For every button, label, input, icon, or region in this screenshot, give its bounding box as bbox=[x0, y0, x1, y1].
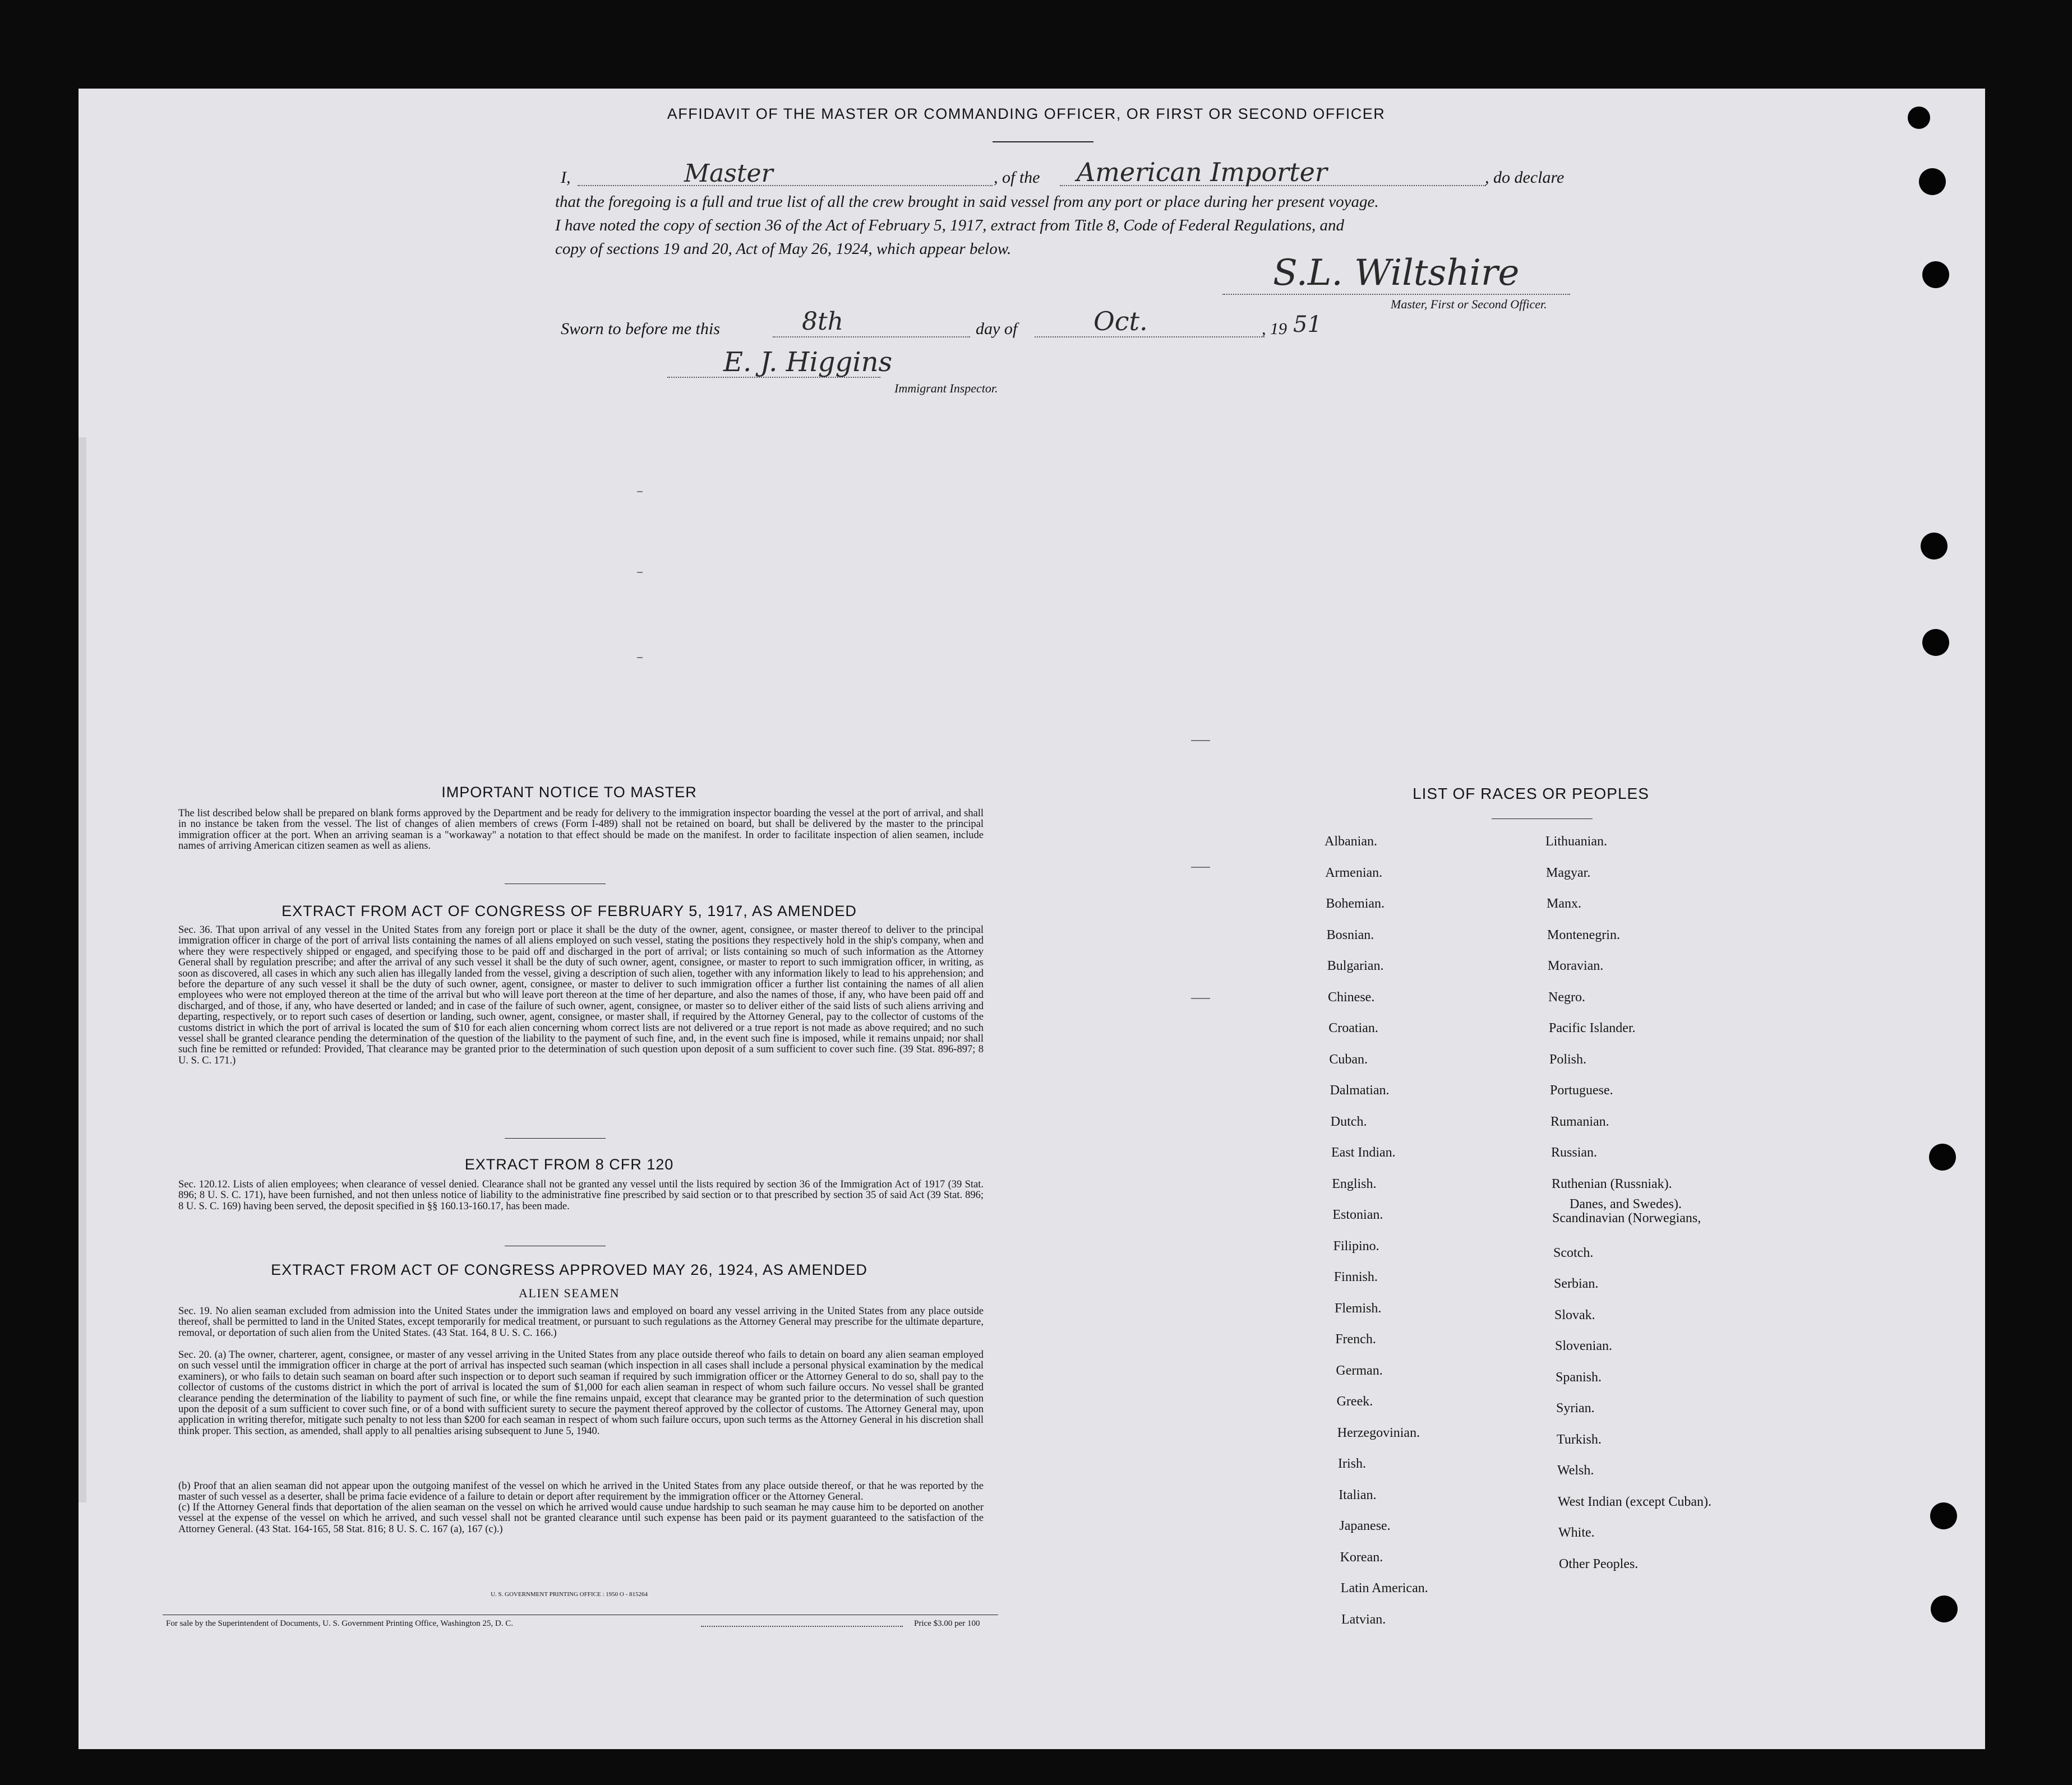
stray-mark bbox=[1191, 867, 1210, 868]
race-item: Slovenian. bbox=[1555, 1339, 1612, 1353]
affidavit-of-the: , of the bbox=[994, 168, 1040, 187]
race-item: French. bbox=[1335, 1332, 1376, 1347]
race-item: West Indian (except Cuban). bbox=[1558, 1494, 1711, 1509]
inspector-caption: Immigrant Inspector. bbox=[894, 381, 998, 395]
title-rule bbox=[993, 141, 1093, 142]
day-handwritten[interactable]: 8th bbox=[802, 307, 844, 336]
extract-cfr-text: Sec. 120.12. Lists of alien employees; when clearance of vessel denied. Clearance shall not be granted any vessel until the lists required by section 36 of the Immigration Act of 1917 (39 Stat. 896; 8 U. S. C. 171), have been furnished, and not then unless notice of liability to the administrative fine prescribed by said section or to that prescribed by section 35 of said Act (39 Stat. 896; 8 U. S. C. 169) having been served, the deposit specified in §§ 160.13-160.17, has been made. bbox=[178, 1179, 984, 1212]
affidavit-title: AFFIDAVIT OF THE MASTER OR COMMANDING OFFICER, OR FIRST OR SECOND OFFICER bbox=[667, 105, 1386, 122]
day-of-label: day of bbox=[976, 320, 1018, 338]
race-item: Bulgarian. bbox=[1327, 959, 1384, 973]
page-edge-shadow bbox=[79, 437, 86, 1502]
punch-hole bbox=[1908, 107, 1930, 129]
punch-hole bbox=[1929, 1144, 1956, 1171]
race-item: Japanese. bbox=[1339, 1519, 1391, 1533]
stray-mark bbox=[1191, 740, 1210, 741]
punch-hole bbox=[1931, 1596, 1958, 1622]
for-sale-note: For sale by the Superintendent of Documents, U. S. Government Printing Office, Washington 25, D. C. bbox=[166, 1619, 513, 1628]
year-handwritten[interactable]: 51 bbox=[1293, 312, 1322, 337]
race-item: Other Peoples. bbox=[1559, 1556, 1639, 1571]
race-item: Portuguese. bbox=[1550, 1083, 1613, 1098]
punch-hole bbox=[1922, 629, 1949, 656]
race-item: Cuban. bbox=[1329, 1052, 1368, 1067]
punch-hole bbox=[1930, 1502, 1957, 1529]
month-handwritten[interactable]: Oct. bbox=[1093, 306, 1148, 336]
race-item: Filipino. bbox=[1333, 1238, 1379, 1254]
race-item: Scotch. bbox=[1553, 1245, 1594, 1260]
race-item: Lithuanian. bbox=[1545, 834, 1607, 849]
race-item: Bosnian. bbox=[1326, 927, 1374, 942]
affidavit-line-4: copy of sections 19 and 20, Act of May 26, 1924, which appear below. bbox=[555, 240, 1012, 258]
race-item: Danes, and Swedes). bbox=[1570, 1196, 1682, 1211]
price-note: Price $3.00 per 100 bbox=[914, 1619, 980, 1628]
races-title: LIST OF RACES OR PEOPLES bbox=[1413, 785, 1649, 802]
race-item: Scandinavian (Norwegians, bbox=[1552, 1211, 1701, 1226]
race-item: Chinese. bbox=[1328, 989, 1375, 1005]
stray-mark bbox=[637, 572, 643, 573]
race-item: Bohemian. bbox=[1326, 896, 1385, 911]
race-item: Herzegovinian. bbox=[1337, 1425, 1420, 1440]
race-item: Croatian. bbox=[1328, 1021, 1378, 1035]
year-prefix: , 19 bbox=[1262, 320, 1287, 338]
extract-1924-subtitle: ALIEN SEAMEN bbox=[519, 1286, 620, 1300]
race-item: Spanish. bbox=[1556, 1370, 1602, 1385]
extract-1917-title: EXTRACT FROM ACT OF CONGRESS OF FEBRUARY 5, 1917, AS AMENDED bbox=[282, 903, 857, 919]
gpo-imprint: U. S. GOVERNMENT PRINTING OFFICE : 1950 O - 815264 bbox=[490, 1591, 648, 1598]
race-item: Polish. bbox=[1549, 1052, 1587, 1067]
affidavit-i: I, bbox=[561, 168, 571, 187]
race-item: East Indian. bbox=[1331, 1145, 1396, 1160]
race-item: Irish. bbox=[1338, 1456, 1366, 1471]
race-item: Slovak. bbox=[1554, 1307, 1595, 1322]
punch-hole bbox=[1922, 261, 1949, 288]
footer-leader bbox=[701, 1626, 903, 1627]
master-signature[interactable]: S.L. Wiltshire bbox=[1273, 252, 1520, 294]
race-item: Italian. bbox=[1339, 1487, 1377, 1502]
race-item: Pacific Islander. bbox=[1549, 1021, 1636, 1035]
race-item: Magyar. bbox=[1546, 865, 1591, 880]
rank-field-line bbox=[578, 185, 993, 186]
race-item: Ruthenian (Russniak). bbox=[1552, 1176, 1672, 1191]
races-rule bbox=[1492, 818, 1593, 819]
race-item: Latvian. bbox=[1341, 1612, 1386, 1627]
inspector-signature[interactable]: E. J. Higgins bbox=[723, 346, 893, 378]
extract-1917-rule bbox=[505, 1138, 606, 1139]
race-item: Korean. bbox=[1340, 1550, 1383, 1565]
race-item: Manx. bbox=[1547, 896, 1581, 911]
master-signature-caption: Master, First or Second Officer. bbox=[1391, 297, 1547, 311]
race-item: Albanian. bbox=[1325, 834, 1377, 849]
day-field-line bbox=[773, 336, 970, 337]
race-item: Turkish. bbox=[1557, 1432, 1602, 1447]
extract-1917-text: Sec. 36. That upon arrival of any vessel in the United States from any foreign port or place it shall be the duty of the owner, agent, consignee, or master thereof to deliver to the principal immigration officer in charge of the port of arrival lists containing the names of all aliens employed on such vessel, stating the positions they respectively hold in the ship's company, when and where they were respectively shipped or engaged, and specifying those to be paid off and discharged in the port of arrival; or lists containing so much of such information as the Attorney General shall by regulation prescribe; and after the arrival of any such vessel it shall be the duty of such owner, agent, consignee, or master to report to such immigration officer, in writing, as soon as discovered, all cases in which any such alien has illegally landed from the vessel, giving a description of such alien, together with any information likely to lead to his apprehension; and before the departure of any such vessel it shall be the duty of such owner, agent, consignee, or master to deliver to such immigration officer a further list containing the names of all alien employees who were not employed thereon at the time of the arrival but who will leave port thereon at the time of her departure, and also the names of those, if any, who have been paid off and discharged, and of those, if any, who have deserted or landed; and in case of the failure of such owner, agent, consignee, or master so to deliver either of the said lists of such aliens arriving and departing, respectively, or to report such cases of desertion or landing, such owner, agent, consignee, or master shall, if required by the Attorney General, pay to the collector of customs of the customs district in which the port of arrival is located the sum of $10 for each alien concerning whom correct lists are not delivered or a true report is not made as above required; and no such vessel shall be granted clearance pending the determination of the question of the liability to the payment of such fine, and, in the event such fine is imposed, while it remains unpaid; nor shall such fine be remitted or refunded: Provided, That clearance may be granted prior to the determination of such question upon deposit of a sum sufficient to cover such fine. (39 Stat. 896-897; 8 U. S. C. 171.) bbox=[178, 924, 984, 1066]
race-item: Latin American. bbox=[1340, 1581, 1428, 1596]
race-item: Serbian. bbox=[1554, 1277, 1599, 1291]
rank-handwritten[interactable]: Master bbox=[684, 159, 773, 188]
race-item: English. bbox=[1332, 1176, 1377, 1191]
vessel-handwritten[interactable]: American Importer bbox=[1077, 157, 1327, 187]
stray-mark bbox=[637, 491, 643, 492]
race-item: Welsh. bbox=[1557, 1463, 1594, 1478]
stray-mark bbox=[637, 657, 643, 658]
stray-mark bbox=[1191, 998, 1210, 999]
race-item: Dutch. bbox=[1330, 1114, 1367, 1129]
extract-1924-sec20b: (b) Proof that an alien seaman did not appear upon the outgoing manifest of the vessel on which he arrived in the United States from any place outside thereof, or that he was reported by the master of such vessel as a deserter, shall be prima facie evidence of a failure to detain or deport after requirement by the immigration officer or the Attorney General. bbox=[178, 1481, 984, 1503]
affidavit-do-declare: , do declare bbox=[1485, 168, 1565, 187]
month-field-line bbox=[1035, 336, 1265, 337]
race-item: Flemish. bbox=[1335, 1301, 1382, 1316]
extract-1924-sec19: Sec. 19. No alien seaman excluded from admission into the United States under the immigration laws and employed on board any vessel arriving in the United States from any place outside thereof, shall be permitted to land in the United States, except temporarily for medical treatment, or pursuant to such regulations as the Attorney General may prescribe for the ultimate departure, removal, or deportation of such alien from the United States. (43 Stat. 164, 8 U. S. C. 166.) bbox=[178, 1306, 984, 1339]
race-item: Dalmatian. bbox=[1330, 1083, 1390, 1098]
race-item: Estonian. bbox=[1332, 1208, 1383, 1222]
race-item: Greek. bbox=[1336, 1394, 1373, 1409]
master-signature-line bbox=[1222, 294, 1570, 295]
notice-text: The list described below shall be prepared on blank forms approved by the Department and be ready for delivery to the immigration inspector boarding the vessel at the port of arrival, and shall in no instance be taken from the vessel. The list of changes of alien members of crews (Form I-489) shall not be retained on board, but shall be delivered by the master to the principal immigration officer at the port. When an arriving seaman is a "workaway" a notation to that effect should be made on the manifest. In order to facilitate inspection of alien seamen, include names of arriving American citizen seamen as well as aliens. bbox=[178, 808, 984, 852]
punch-hole bbox=[1921, 533, 1948, 559]
affidavit-line-3: I have noted the copy of section 36 of the Act of February 5, 1917, extract from Title 8, Code of Federal Regulations, and bbox=[555, 216, 1345, 234]
affidavit-line-2: that the foregoing is a full and true list of all the crew brought in said vessel from any port or place during her present voyage. bbox=[555, 193, 1379, 211]
extract-1924-sec20c: (c) If the Attorney General finds that deportation of the alien seaman on the vessel on which he arrived would cause undue hardship to such seaman he may cause him to be deported on another vessel at the expense of the vessel on which he arrived, and such vessel shall not be granted clearance until such expense has been paid or its payment guaranteed to the satisfaction of the Attorney General. (43 Stat. 164-165, 58 Stat. 816; 8 U. S. C. 167 (a), 167 (c).) bbox=[178, 1502, 984, 1535]
punch-hole bbox=[1919, 168, 1946, 195]
race-item: Negro. bbox=[1548, 989, 1585, 1005]
race-item: Russian. bbox=[1551, 1145, 1598, 1160]
extract-1924-title: EXTRACT FROM ACT OF CONGRESS APPROVED MAY 26, 1924, AS AMENDED bbox=[271, 1261, 867, 1278]
race-item: Syrian. bbox=[1556, 1401, 1595, 1416]
race-item: Armenian. bbox=[1325, 865, 1383, 880]
sworn-label: Sworn to before me this bbox=[561, 320, 720, 338]
race-item: Montenegrin. bbox=[1547, 927, 1620, 942]
race-item: Moravian. bbox=[1548, 959, 1604, 973]
race-item: Finnish. bbox=[1333, 1270, 1378, 1284]
race-item: Rumanian. bbox=[1550, 1114, 1609, 1129]
extract-cfr-title: EXTRACT FROM 8 CFR 120 bbox=[464, 1156, 674, 1173]
extract-1924-sec20a: Sec. 20. (a) The owner, charterer, agent, consignee, or master of any vessel arriving in the United States from any place outside thereof who fails to detain on board any alien seaman employed on such vessel until the immigration officer in charge at the port of arrival has inspected such seaman (which inspection in all cases shall include a personal physical examination by the medical examiners), or who fails to detain such seaman on board after such inspection or to deport such seaman if required by such immigration officer or the Attorney General to do so, shall pay to the collector of customs of the customs district in which the port of arrival is located the sum of $1,000 for each alien seaman in respect of whom such failure occurs. No vessel shall be granted clearance pending the determination of the liability to payment of such fine, or while the fine remains unpaid, except that clearance may be granted prior to the determination of such question upon the deposit of a sum sufficient to cover such fine, or of a bond with sufficient surety to secure the payment thereof approved by the collector of customs. The Attorney General may, upon application in writing therefor, mitigate such penalty to not less than $200 for each seaman in respect of whom such failure occurs, upon such terms as the Attorney General in his discretion shall think proper. This section, as amended, shall apply to all penalties arising subsequent to June 5, 1940. bbox=[178, 1349, 984, 1437]
race-item: White. bbox=[1558, 1525, 1595, 1540]
race-item: German. bbox=[1336, 1363, 1383, 1378]
notice-title: IMPORTANT NOTICE TO MASTER bbox=[441, 784, 697, 801]
